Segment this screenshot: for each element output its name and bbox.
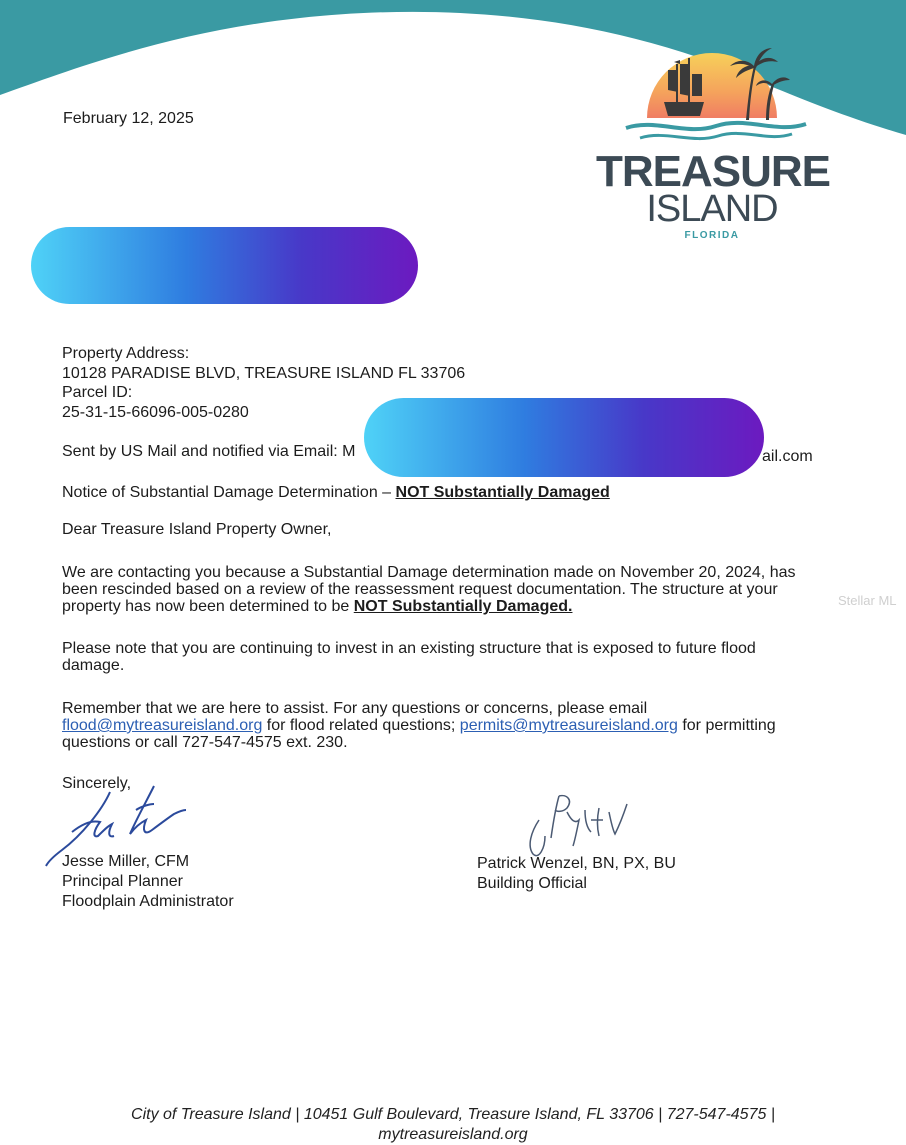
- signatory-2-name: Patrick Wenzel, BN, PX, BU: [477, 855, 676, 872]
- paragraph-contact: [62, 700, 852, 751]
- flood-email-link[interactable]: flood@mytreasureisland.org: [62, 717, 263, 734]
- para2-line1: Please note that you are continuing to invest in an existing structure that is exposed to future flood: [62, 640, 756, 657]
- para3-line1: Remember that we are here to assist. For any questions or concerns, please email: [62, 700, 648, 717]
- para2-line2: damage.: [62, 657, 125, 674]
- salutation: Dear Treasure Island Property Owner,: [62, 521, 332, 538]
- para1-line1: We are contacting you because a Substantial Damage determination made on November 20, 2024, has: [62, 564, 796, 581]
- signatory-1-title-2: Floodplain Administrator: [62, 893, 234, 910]
- para1-status: NOT Substantially Damaged.: [353, 598, 573, 615]
- footer-line-1: City of Treasure Island | 10451 Gulf Boulevard, Treasure Island, FL 33706 | 727-547-4575 |: [131, 1106, 775, 1123]
- para3-tail: for permitting: [677, 717, 776, 734]
- parcel-id: 25-31-15-66096-005-0280: [62, 404, 249, 421]
- redaction-block-email: [364, 398, 764, 477]
- sent-email-suffix: ail.com: [762, 448, 813, 465]
- signatory-1-title: Principal Planner: [62, 873, 183, 890]
- signatory-2-title: Building Official: [477, 875, 587, 892]
- signature-patrick-wenzel-icon: [515, 790, 635, 865]
- para1-line3: [62, 598, 852, 615]
- watermark: Stellar ML: [838, 593, 897, 608]
- parcel-label: Parcel ID:: [62, 384, 133, 401]
- property-address: 10128 PARADISE BLVD, TREASURE ISLAND FL 33706: [62, 365, 466, 382]
- logo-word-island: ISLAND: [646, 188, 778, 230]
- letter-date: February 12, 2025: [63, 110, 194, 127]
- logo-word-florida: FLORIDA: [684, 230, 740, 241]
- property-address-label: Property Address:: [62, 345, 190, 362]
- sent-by-text: Sent by US Mail and notified via Email: M: [62, 443, 356, 460]
- para1-line2: been rescinded based on a review of the reassessment request documentation. The structure at your: [62, 581, 778, 598]
- redaction-block-recipient: [31, 227, 418, 304]
- footer-line-2: mytreasureisland.org: [378, 1126, 528, 1143]
- notice-prefix: Notice of Substantial Damage Determination –: [62, 484, 396, 501]
- para3-line3: questions or call 727-547-4575 ext. 230.: [62, 734, 348, 751]
- closing: Sincerely,: [62, 775, 132, 792]
- paragraph-determination: [62, 564, 852, 615]
- para3-line2: [62, 717, 852, 734]
- para1-line3-prefix: property has now been determined to be: [62, 598, 354, 615]
- paragraph-notice: [62, 640, 852, 674]
- notice-status: NOT Substantially Damaged: [395, 484, 610, 501]
- para3-mid: for flood related questions;: [262, 717, 460, 734]
- permits-email-link[interactable]: permits@mytreasureisland.org: [459, 717, 678, 734]
- notice-line: [62, 484, 610, 502]
- logo-word-treasure: TREASURE: [596, 147, 831, 196]
- signatory-1-name: Jesse Miller, CFM: [62, 853, 190, 870]
